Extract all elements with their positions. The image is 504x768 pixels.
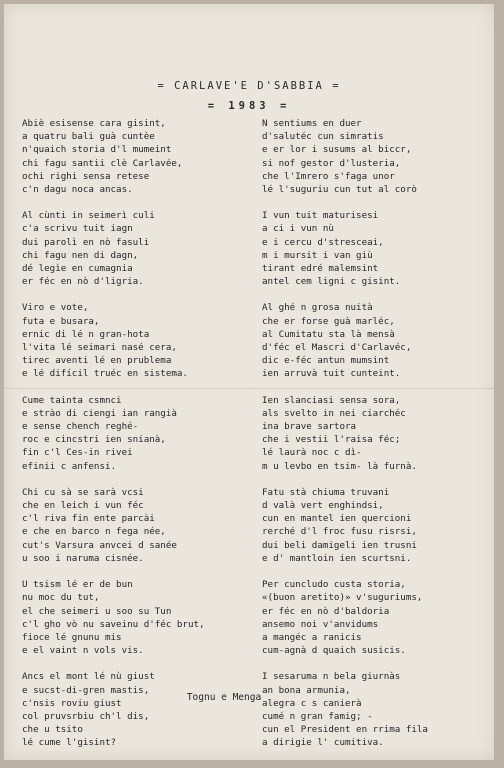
verse-line: c'n dagu noca ancas. bbox=[22, 184, 133, 196]
verse-line: che u tsito bbox=[22, 724, 83, 736]
verse-line: antel cem ligni c gisint. bbox=[262, 276, 401, 288]
verse-line: a dirigie l' cumitiva. bbox=[262, 737, 384, 749]
verse-line: lé laurà noc c dì- bbox=[262, 447, 362, 459]
verse-line: che er forse guà marléc, bbox=[262, 315, 395, 327]
verse-line: Chi cu sà se sarà vcsi bbox=[22, 486, 144, 498]
verse-line: U tsism lé er de bun bbox=[22, 579, 133, 591]
verse-line: a mangéc a ranicis bbox=[262, 631, 362, 643]
verse-line: col pruvsrbiu ch'l dis, bbox=[22, 710, 150, 722]
verse-line: alegra c s canierà bbox=[262, 697, 362, 709]
verse-line: m u levbo en tsim- là furnà. bbox=[262, 460, 417, 472]
stanza bbox=[22, 578, 250, 657]
verse-line: chi fagu nen di dagn, bbox=[22, 249, 139, 261]
verse-line: c'a scrivu tuit iagn bbox=[22, 223, 133, 235]
verse-line: u soo i naruma cisnée. bbox=[22, 552, 144, 564]
verse-line: «(buon aretito)» v'suguriums, bbox=[262, 592, 423, 604]
verse-line: fioce lé gnunu mis bbox=[22, 631, 122, 643]
stanza bbox=[262, 301, 490, 380]
verse-line: Al ghé n grosa nuità bbox=[262, 302, 373, 314]
right-column bbox=[262, 117, 490, 763]
verse-line: er féc en nò d'ligria. bbox=[22, 276, 144, 288]
verse-line: Ancs el mont lé nù giust bbox=[22, 671, 155, 683]
verse-line: an bona armunia, bbox=[262, 684, 351, 696]
stanza bbox=[262, 209, 490, 288]
verse-line: ansemo noi v'anvidums bbox=[262, 618, 379, 630]
verse-line: lé l'suguriu cun tut al corò bbox=[262, 184, 417, 196]
verse-line: n'quaich storia d'l mumeint bbox=[22, 144, 172, 156]
verse-line: Fatu stà chiuma truvani bbox=[262, 486, 390, 498]
verse-line: ochi righi sensa retese bbox=[22, 170, 150, 182]
verse-line: c'nsis roviu giust bbox=[22, 697, 122, 709]
stanza bbox=[22, 301, 250, 380]
verse-line: a ci i vun nù bbox=[262, 223, 334, 235]
poem-year: = 1983 = bbox=[207, 100, 291, 112]
verse-line: Per cuncludo custa storia, bbox=[262, 579, 406, 591]
poem-title: = CARLAVE'E D'SABBIA = bbox=[157, 80, 341, 92]
verse-line: ien arruvà tuit cunteint. bbox=[262, 368, 401, 380]
verse-line: tirant edré malemsint bbox=[262, 263, 379, 275]
verse-line: cumé n gran famig; - bbox=[262, 710, 373, 722]
verse-line: d'féc el Mascri d'Carlavéc, bbox=[262, 342, 412, 354]
verse-line: chi fagu santii clè Carlavée, bbox=[22, 157, 183, 169]
verse-line: e che en barco n fega née, bbox=[22, 526, 166, 538]
stanza bbox=[22, 670, 250, 749]
verse-line: cun en mantel ien quercioni bbox=[262, 513, 412, 525]
stanza bbox=[22, 209, 250, 288]
verse-line: c'l gho vò nu saveinu d'féc brut, bbox=[22, 618, 205, 630]
stanza bbox=[262, 670, 490, 749]
verse-line: c'l riva fin ente parcài bbox=[22, 513, 155, 525]
stanza bbox=[262, 117, 490, 196]
verse-line: nu moc du tut, bbox=[22, 592, 100, 604]
verse-line: che en leich i vun féc bbox=[22, 500, 144, 512]
verse-line: che i vestii l'raisa féc; bbox=[262, 434, 401, 446]
verse-line: lé cume l'gisint? bbox=[22, 737, 117, 749]
stanza bbox=[22, 117, 250, 196]
verse-line: che l'Imrero s'faga unor bbox=[262, 170, 395, 182]
verse-line: cut's Varsura anvcei d sanée bbox=[22, 539, 177, 551]
verse-line: rerché d'l froc fusu risrsi, bbox=[262, 526, 417, 538]
verse-line: Viro e vote, bbox=[22, 302, 89, 314]
stanza bbox=[22, 394, 250, 473]
verse-line: I sesaruma n bela giurnàs bbox=[262, 671, 401, 683]
verse-line: er féc en nò d'baldoria bbox=[262, 605, 390, 617]
verse-line: el che seimeri u soo su Tun bbox=[22, 605, 172, 617]
verse-line: cun el President en rrima fila bbox=[262, 724, 428, 736]
verse-line: N sentiums en duer bbox=[262, 118, 362, 129]
verse-line: Ien slanciasi sensa sora, bbox=[262, 394, 401, 406]
verse-line: al Cumitatu sta là mensà bbox=[262, 328, 395, 340]
verse-line: e strào di ciengi ian rangià bbox=[22, 407, 177, 419]
verse-line: tirec aventi lé en prublema bbox=[22, 355, 172, 367]
verse-line: e el vaint n vols vis. bbox=[22, 645, 144, 657]
stanza bbox=[262, 394, 490, 473]
verse-line: e sucst-di-gren mastis, bbox=[22, 684, 150, 696]
verse-line: e i cercu d'stresceai, bbox=[262, 236, 384, 248]
verse-line: ina brave sartora bbox=[262, 421, 357, 433]
verse-line: l'vita lé seimari nasé cera, bbox=[22, 342, 177, 354]
verse-line: Al cùnti in seimerì culi bbox=[22, 210, 155, 222]
verse-line: als svelto in nei ciarchéc bbox=[262, 407, 406, 419]
verse-line: dui beli damigeli ien trusni bbox=[262, 539, 417, 551]
verse-line: e sense chench reghé- bbox=[22, 421, 139, 433]
verse-line: e d' mantloin ien scurtsni. bbox=[262, 552, 412, 564]
verse-line: si nof gestor d'lusteria, bbox=[262, 157, 401, 169]
verse-line: dic e-féc antun mumsint bbox=[262, 355, 390, 367]
signature: Tognu e Menga bbox=[186, 692, 262, 703]
left-column bbox=[22, 117, 250, 763]
verse-line: d'salutéc cun simratis bbox=[262, 131, 384, 143]
verse-line: e er lor i susums al biccr, bbox=[262, 144, 412, 156]
verse-line: a quatru bali guà cuntèe bbox=[22, 131, 155, 143]
verse-line: dé legìe en cumagnia bbox=[22, 263, 133, 275]
verse-line: d valà vert enghindsi, bbox=[262, 500, 384, 512]
verse-line: fin c'l Ces-in rivei bbox=[22, 447, 133, 459]
verse-line: futa e busara, bbox=[22, 315, 100, 327]
verse-line: roc e cincstri ien snianà, bbox=[22, 434, 166, 446]
verse-line: Abiè esisense cara gisint, bbox=[22, 118, 166, 129]
verse-line: dui parolì en nò fasuli bbox=[22, 236, 150, 248]
stanza bbox=[262, 486, 490, 565]
verse-line: e lé difícil truéc en sistema. bbox=[22, 368, 188, 380]
verse-line: Cume tainta csmnci bbox=[22, 394, 122, 406]
verse-line: m i mursit i van giù bbox=[262, 249, 373, 261]
verse-line: ernic di lé n gran-hota bbox=[22, 328, 150, 340]
paper-sheet bbox=[4, 4, 494, 760]
stanza bbox=[22, 486, 250, 565]
verse-line: I vun tuit maturisesi bbox=[262, 210, 379, 222]
verse-line: cum-agnà d quaich susicis. bbox=[262, 645, 406, 657]
stanza bbox=[262, 578, 490, 657]
verse-line: efinii c anfensi. bbox=[22, 460, 117, 472]
